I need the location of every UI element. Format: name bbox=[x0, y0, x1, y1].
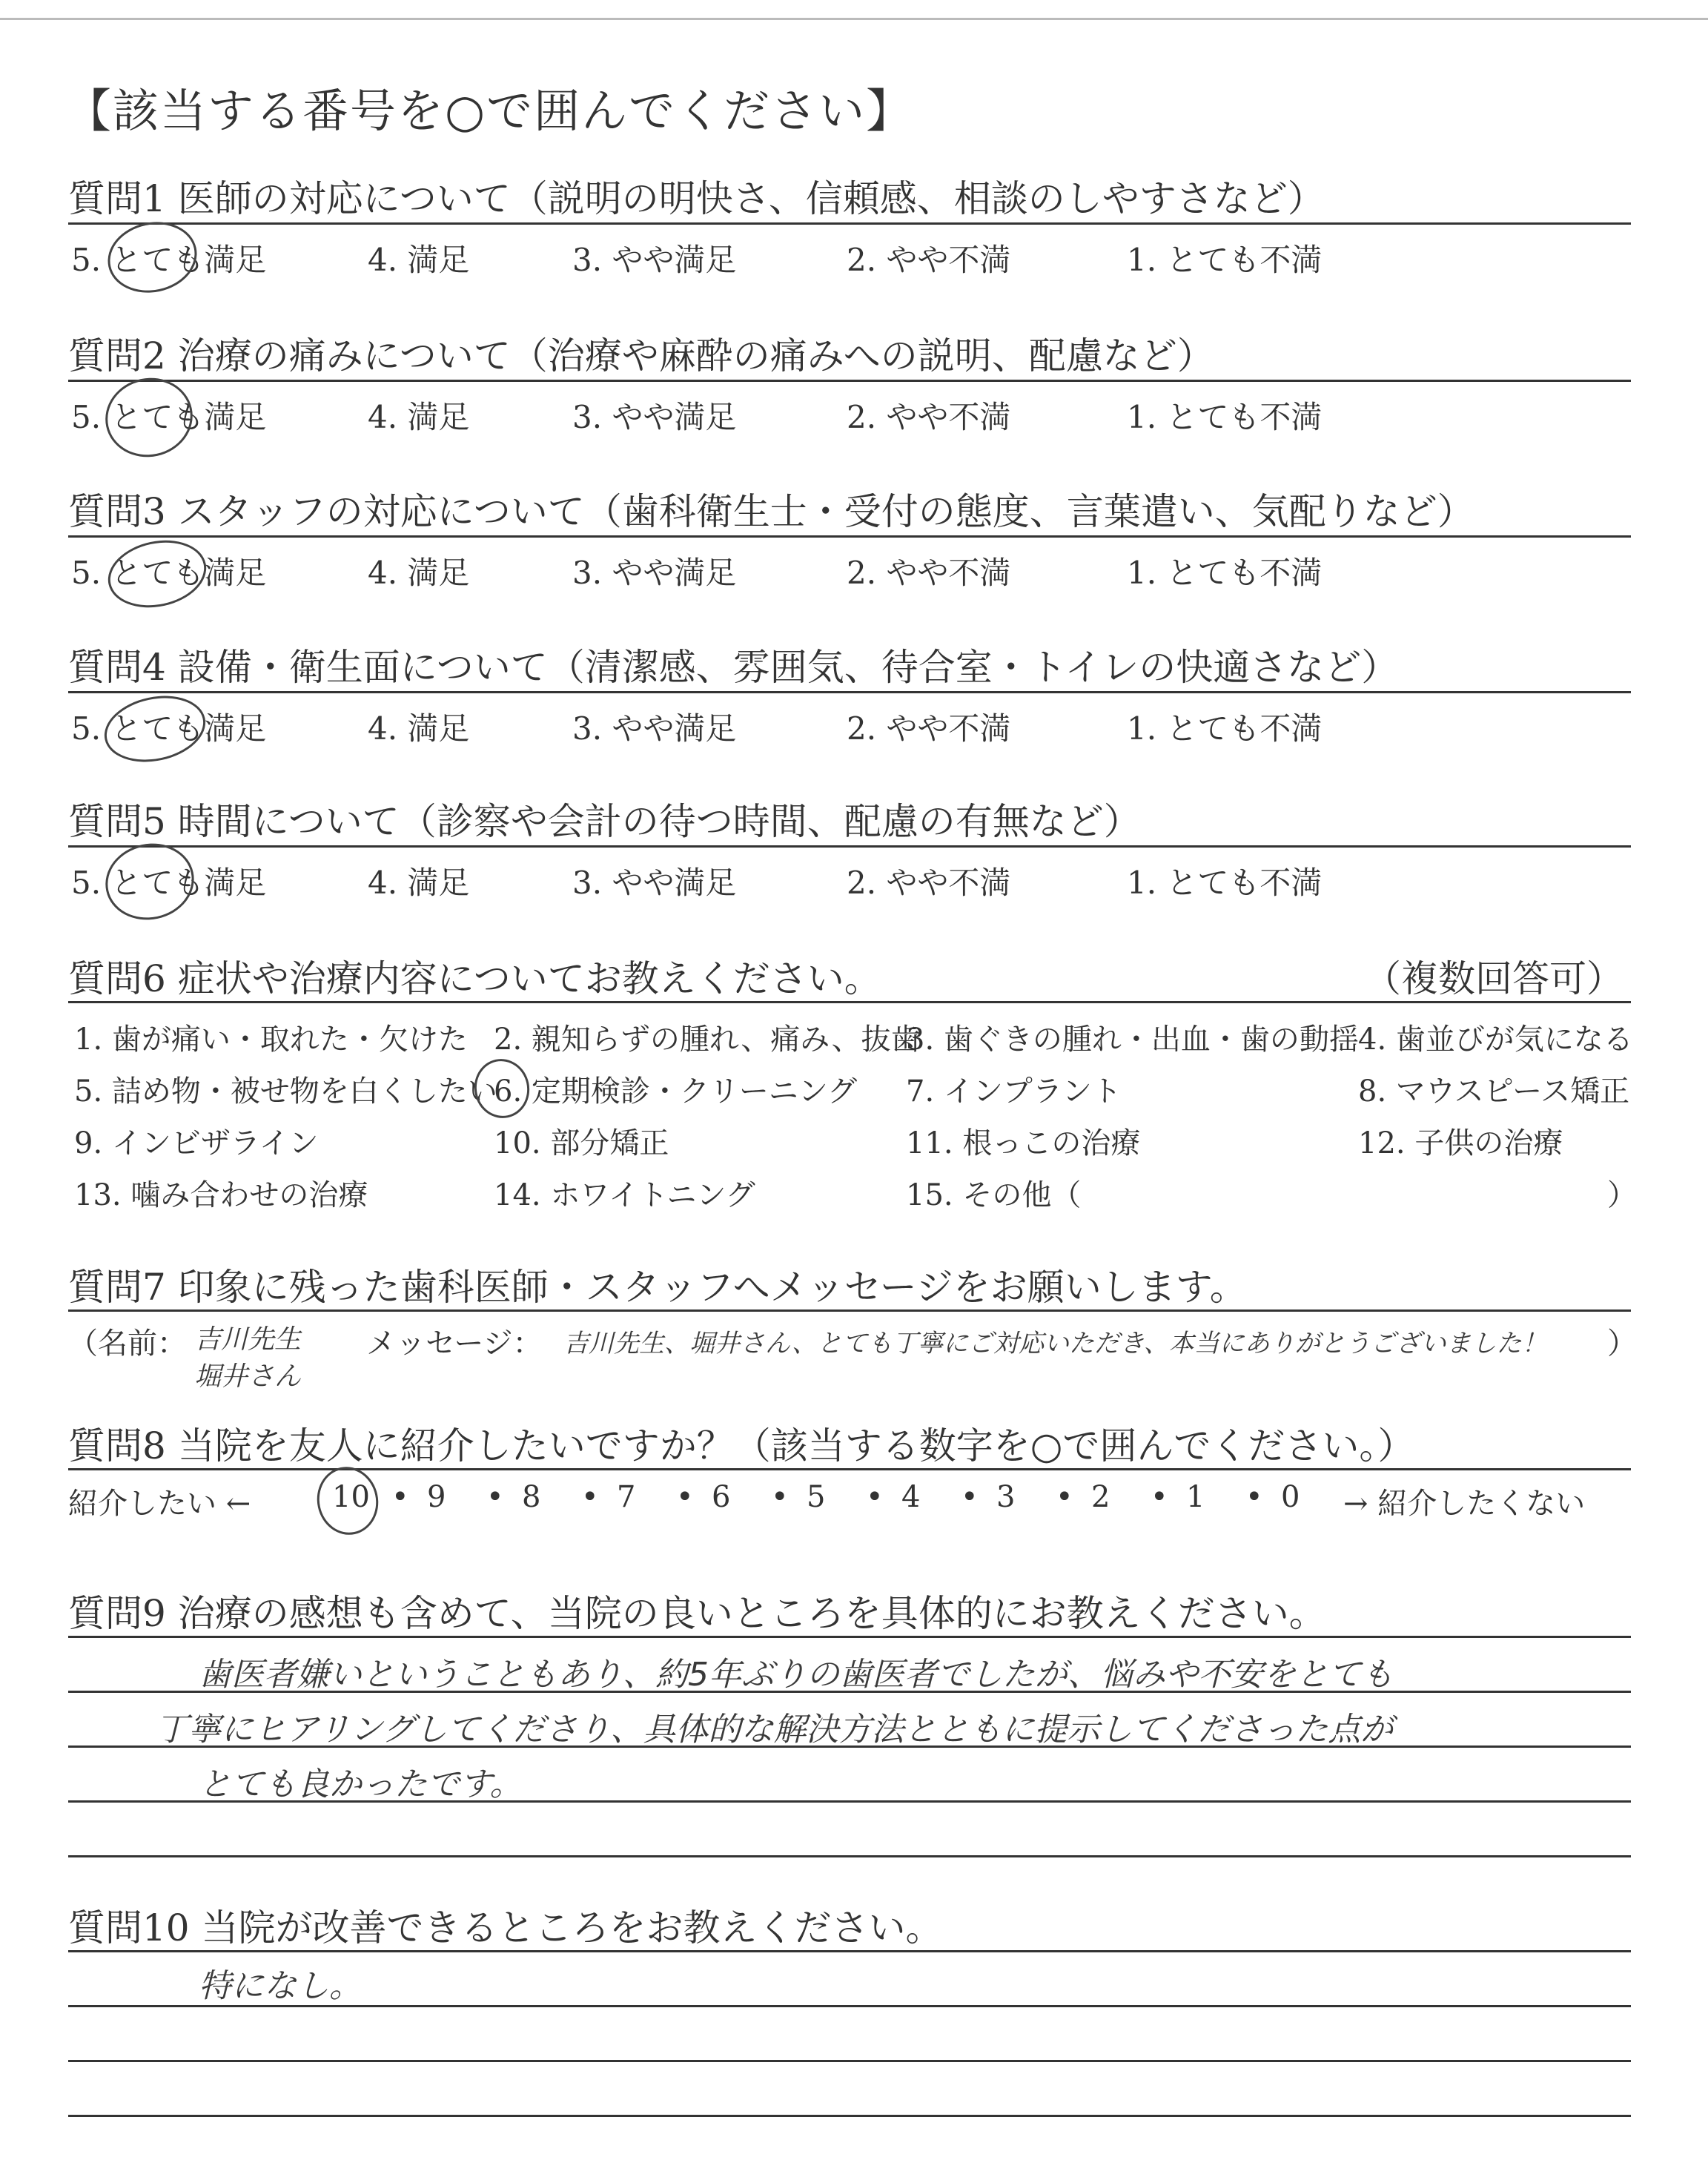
q9-answer-line-1[interactable]: 歯医者嫌いということもあり、約5年ぶりの歯医者でしたが、悩みや不安をとても bbox=[199, 1656, 1394, 1694]
q7-name-line1[interactable]: 吉川先生 bbox=[194, 1324, 302, 1355]
q1-option-2[interactable]: 2. やや不満 bbox=[847, 242, 1011, 278]
q6-option-7[interactable]: 7. インプラント bbox=[906, 1074, 1122, 1109]
q9-answer-line-2[interactable]: 丁寧にヒアリングしてくださり、具体的な解決方法とともに提示してくださった点が bbox=[156, 1711, 1394, 1748]
q5-option-5[interactable]: 5. とても満足 bbox=[71, 865, 267, 901]
q8-scale-separator: • bbox=[676, 1480, 694, 1514]
q8-scale-value[interactable]: 2 bbox=[1091, 1480, 1110, 1514]
q3-option-4[interactable]: 4. 満足 bbox=[368, 555, 470, 591]
q6-selection-circle bbox=[469, 1054, 534, 1123]
question-9-rule-5 bbox=[68, 1855, 1631, 1857]
q6-option-2[interactable]: 2. 親知らずの腫れ、痛み、抜歯 bbox=[494, 1023, 921, 1057]
q7-name-line2[interactable]: 堀井さん bbox=[194, 1361, 302, 1392]
question-7-title: 質問7 印象に残った歯科医師・スタッフへメッセージをお願いします。 bbox=[68, 1266, 1247, 1309]
q6-option-1[interactable]: 1. 歯が痛い・取れた・欠けた bbox=[74, 1023, 468, 1057]
q5-option-2[interactable]: 2. やや不満 bbox=[847, 865, 1011, 901]
q4-selection-circle bbox=[99, 687, 212, 771]
q8-scale-separator: • bbox=[1245, 1480, 1263, 1514]
question-4-title: 質問4 設備・衛生面について（清潔感、雰囲気、待合室・トイレの快適さなど） bbox=[68, 646, 1399, 689]
q6-option-8[interactable]: 8. マウスピース矯正 bbox=[1358, 1074, 1630, 1109]
q3-option-1[interactable]: 1. とても不満 bbox=[1127, 555, 1323, 591]
q8-scale-value[interactable]: 3 bbox=[996, 1480, 1016, 1514]
question-5-rule bbox=[68, 845, 1631, 848]
top-edge-line bbox=[0, 18, 1708, 20]
q6-option-9[interactable]: 9. インビザライン bbox=[74, 1126, 319, 1160]
question-8-title: 質問8 当院を友人に紹介したいですか？（該当する数字を○で囲んでください。） bbox=[68, 1424, 1415, 1467]
q6-option-6[interactable]: 6. 定期検診・クリーニング bbox=[494, 1074, 858, 1109]
q2-option-4[interactable]: 4. 満足 bbox=[368, 399, 470, 435]
q4-option-3[interactable]: 3. やや満足 bbox=[572, 710, 737, 747]
q1-option-1[interactable]: 1. とても不満 bbox=[1127, 242, 1323, 278]
question-1-rule bbox=[68, 222, 1631, 225]
q2-option-3[interactable]: 3. やや満足 bbox=[572, 399, 737, 435]
question-7-rule bbox=[68, 1309, 1631, 1312]
question-1-title: 質問1 医師の対応について（説明の明快さ、信頼感、相談のしやすさなど） bbox=[68, 177, 1325, 220]
question-4-rule bbox=[68, 691, 1631, 693]
q6-option-11[interactable]: 11. 根っこの治療 bbox=[906, 1126, 1141, 1160]
q8-scale-value[interactable]: 1 bbox=[1186, 1480, 1205, 1514]
question-3-rule bbox=[68, 535, 1631, 538]
q6-option-10[interactable]: 10. 部分矯正 bbox=[494, 1126, 669, 1160]
q6-option-13[interactable]: 13. 噛み合わせの治療 bbox=[74, 1178, 368, 1212]
q6-option-5[interactable]: 5. 詰め物・被せ物を白くしたい bbox=[74, 1074, 497, 1109]
q6-option-12[interactable]: 12. 子供の治療 bbox=[1358, 1126, 1563, 1160]
q8-scale-value[interactable]: 10 bbox=[332, 1480, 370, 1514]
q5-selection-circle bbox=[99, 836, 202, 928]
q8-right-label: → 紹介したくない bbox=[1343, 1487, 1586, 1521]
q6-option-3[interactable]: 3. 歯ぐきの腫れ・出血・歯の動揺 bbox=[906, 1023, 1359, 1057]
q6-option-15-close: ） bbox=[1607, 1178, 1637, 1212]
question-10-rule-1 bbox=[68, 1950, 1631, 1952]
q1-selection-circle bbox=[102, 214, 204, 300]
q2-option-5[interactable]: 5. とても満足 bbox=[71, 399, 267, 435]
question-10-rule-4 bbox=[68, 2115, 1631, 2117]
q8-scale-separator: • bbox=[486, 1480, 504, 1514]
q8-scale-value[interactable]: 9 bbox=[427, 1480, 446, 1514]
q9-answer-line-3[interactable]: とても良かったです。 bbox=[199, 1766, 523, 1803]
q2-option-2[interactable]: 2. やや不満 bbox=[847, 399, 1011, 435]
q6-option-15[interactable]: 15. その他（ bbox=[906, 1178, 1082, 1212]
question-6-note: （複数回答可） bbox=[1364, 957, 1623, 1000]
q2-selection-circle bbox=[98, 370, 199, 465]
q7-close-paren: ） bbox=[1607, 1327, 1637, 1361]
q8-scale-value[interactable]: 4 bbox=[901, 1480, 921, 1514]
q8-scale-separator: • bbox=[391, 1480, 409, 1514]
q2-option-1[interactable]: 1. とても不満 bbox=[1127, 399, 1323, 435]
q8-scale-separator: • bbox=[771, 1480, 789, 1514]
question-5-title: 質問5 時間について（診察や会計の待つ時間、配慮の有無など） bbox=[68, 800, 1141, 843]
q6-option-14[interactable]: 14. ホワイトニング bbox=[494, 1178, 755, 1212]
q5-option-4[interactable]: 4. 満足 bbox=[368, 865, 470, 901]
question-9-rule-1 bbox=[68, 1636, 1631, 1638]
q3-selection-circle bbox=[102, 532, 212, 616]
q8-scale-separator: • bbox=[1151, 1480, 1168, 1514]
q1-option-3[interactable]: 3. やや満足 bbox=[572, 242, 737, 278]
q4-option-4[interactable]: 4. 満足 bbox=[368, 710, 470, 747]
q8-scale-separator: • bbox=[1056, 1480, 1073, 1514]
q8-scale-value[interactable]: 5 bbox=[807, 1480, 826, 1514]
q8-selection-circle bbox=[311, 1461, 384, 1540]
question-6-rule bbox=[68, 1001, 1631, 1003]
q1-option-5[interactable]: 5. とても満足 bbox=[71, 242, 267, 278]
q4-option-1[interactable]: 1. とても不満 bbox=[1127, 710, 1323, 747]
q7-message-text[interactable]: 吉川先生、堀井さん、とても丁寧にご対応いただき、本当にありがとうございました！ bbox=[563, 1329, 1547, 1358]
q6-option-4[interactable]: 4. 歯並びが気になる bbox=[1358, 1023, 1633, 1057]
q1-option-4[interactable]: 4. 満足 bbox=[368, 242, 470, 278]
q8-scale-value[interactable]: 6 bbox=[712, 1480, 731, 1514]
q5-option-1[interactable]: 1. とても不満 bbox=[1127, 865, 1323, 901]
question-8-rule bbox=[68, 1468, 1631, 1470]
q10-answer[interactable]: 特になし。 bbox=[199, 1967, 362, 2005]
q3-option-2[interactable]: 2. やや不満 bbox=[847, 555, 1011, 591]
q4-option-2[interactable]: 2. やや不満 bbox=[847, 710, 1011, 747]
question-10-title: 質問10 当院が改善できるところをお教えください。 bbox=[68, 1906, 943, 1949]
q8-scale-value[interactable]: 8 bbox=[522, 1480, 541, 1514]
q8-scale-separator: • bbox=[866, 1480, 884, 1514]
question-2-rule bbox=[68, 380, 1631, 382]
q5-option-3[interactable]: 3. やや満足 bbox=[572, 865, 737, 901]
q4-option-5[interactable]: 5. とても満足 bbox=[71, 710, 267, 747]
q8-scale-separator: • bbox=[961, 1480, 979, 1514]
question-3-title: 質問3 スタッフの対応について（歯科衛生士・受付の態度、言葉遣い、気配りなど） bbox=[68, 490, 1474, 533]
form-heading: 【該当する番号を○で囲んでください】 bbox=[65, 84, 914, 138]
q3-option-3[interactable]: 3. やや満足 bbox=[572, 555, 737, 591]
question-10-rule-3 bbox=[68, 2060, 1631, 2062]
question-6-title: 質問6 症状や治療内容についてお教えください。 bbox=[68, 957, 881, 1000]
q8-scale-value[interactable]: 7 bbox=[617, 1480, 636, 1514]
q7-message-label: メッセージ： bbox=[366, 1327, 543, 1361]
q3-option-5[interactable]: 5. とても満足 bbox=[71, 555, 267, 591]
q8-scale-separator: • bbox=[581, 1480, 599, 1514]
q7-name-label: （名前： bbox=[68, 1327, 187, 1361]
q8-left-label: 紹介したい ← bbox=[68, 1487, 251, 1521]
question-9-title: 質問9 治療の感想も含めて、当院の良いところを具体的にお教えください。 bbox=[68, 1592, 1326, 1635]
q8-scale-value[interactable]: 0 bbox=[1281, 1480, 1300, 1514]
question-2-title: 質問2 治療の痛みについて（治療や麻酔の痛みへの説明、配慮など） bbox=[68, 334, 1214, 377]
